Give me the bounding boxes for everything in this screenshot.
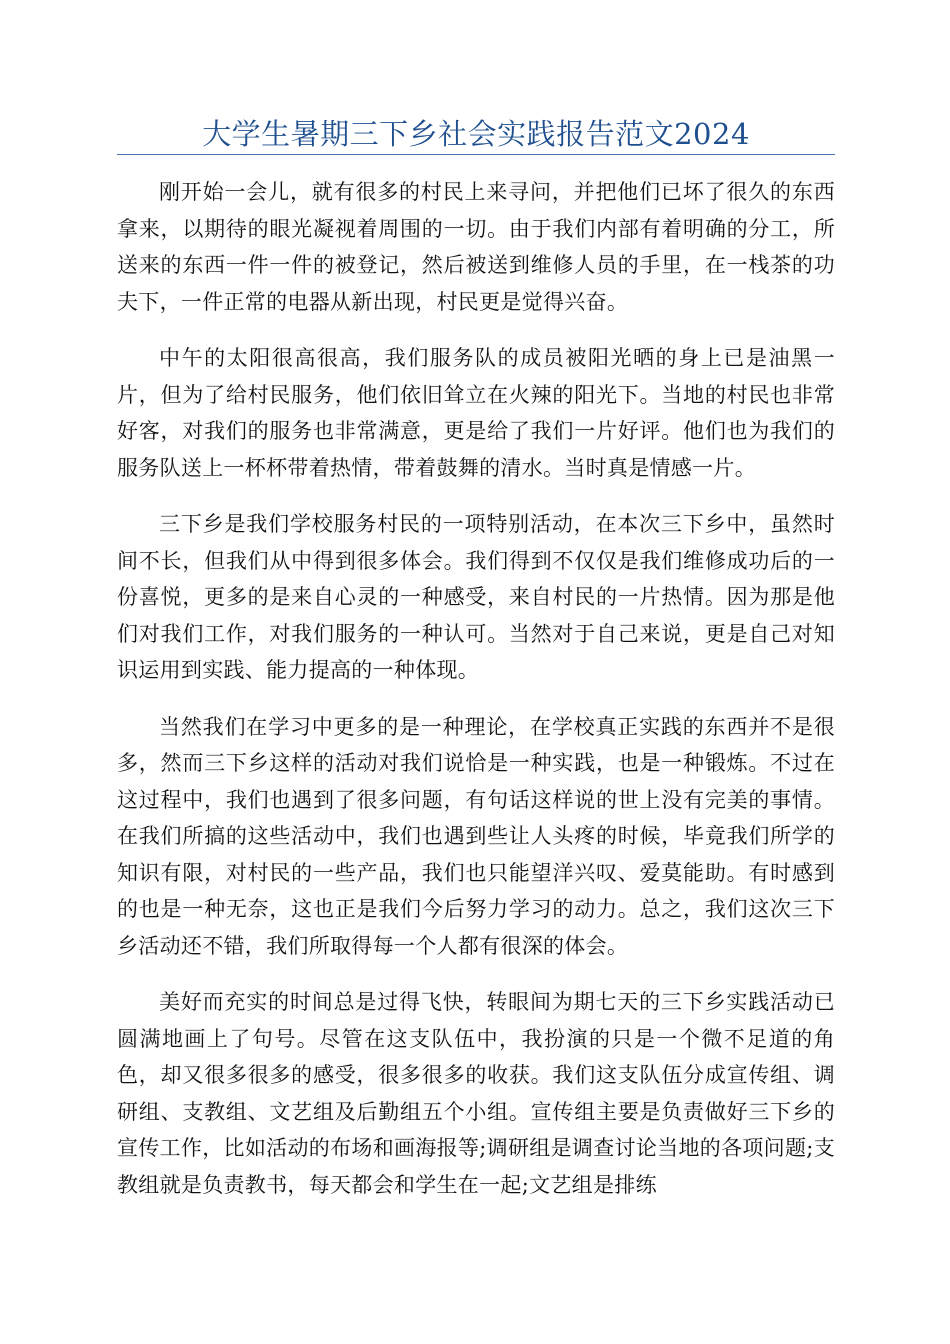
paragraph: 刚开始一会儿，就有很多的村民上来寻问，并把他们已坏了很久的东西拿来，以期待的眼光凝视着周围的一切。由于我们内部有着明确的分工，所送来的东西一件一件的被登记，然后被送到维修人员的手里，在一栈茶的功夫下，一件正常的电器从新出现，村民更是觉得兴奋。 — [117, 180, 835, 314]
document-body — [117, 174, 835, 1223]
paragraph: 三下乡是我们学校服务村民的一项特别活动，在本次三下乡中，虽然时间不长，但我们从中得到很多体会。我们得到不仅仅是我们维修成功后的一份喜悦，更多的是来自心灵的一种感受，来自村民的一片热情。因为那是他们对我们工作，对我们服务的一种认可。当然对于自己来说，更是自己对知识运用到实践、能力提高的一种体现。 — [117, 512, 835, 682]
paragraph: 美好而充实的时间总是过得飞快，转眼间为期七天的三下乡实践活动已圆满地画上了句号。尽管在这支队伍中，我扮演的只是一个微不足道的角色，却又很多很多的感受，很多很多的收获。我们这支队伍分成宣传组、调研组、支教组、文艺组及后勤组五个小组。宣传组主要是负责做好三下乡的宣传工作，比如活动的布场和画海报等;调研组是调查讨论当地的各项问题;支教组就是负责教书，每天都会和学生在一起;文艺组是排练 — [117, 990, 835, 1197]
document-title: 大学生暑期三下乡社会实践报告范文2024 — [202, 117, 750, 151]
paragraph: 中午的太阳很高很高，我们服务队的成员被阳光晒的身上已是油黑一片，但为了给村民服务，他们依旧耸立在火辣的阳光下。当地的村民也非常好客，对我们的服务也非常满意，更是给了我们一片好评。他们也为我们的服务队送上一杯杯带着热情，带着鼓舞的清水。当时真是情感一片。 — [117, 346, 835, 480]
title-divider — [117, 154, 835, 155]
paragraph: 当然我们在学习中更多的是一种理论，在学校真正实践的东西并不是很多，然而三下乡这样的活动对我们说恰是一种实践，也是一种锻炼。不过在这过程中，我们也遇到了很多问题，有句话这样说的世上没有完美的事情。在我们所搞的这些活动中，我们也遇到些让人头疼的时候，毕竟我们所学的知识有限，对村民的一些产品，我们也只能望洋兴叹、爱莫能助。有时感到的也是一种无奈，这也正是我们今后努力学习的动力。总之，我们这次三下乡活动还不错，我们所取得每一个人都有很深的体会。 — [117, 714, 835, 958]
